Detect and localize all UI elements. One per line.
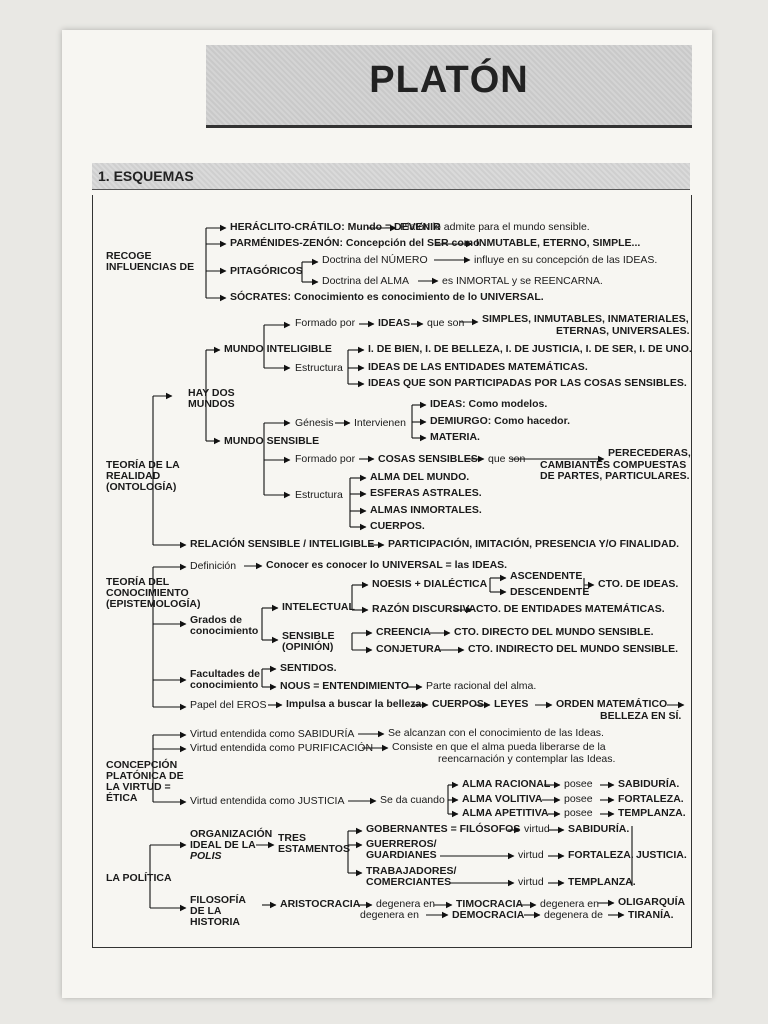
node-descendente: DESCENDENTE [510, 586, 590, 598]
node-tirania: TIRANÍA. [628, 909, 674, 921]
node-eros-belleza: Impulsa a buscar la belleza [286, 698, 422, 710]
node-relacion-result: PARTICIPACIÓN, IMITACIÓN, PRESENCIA Y/O FINALIDAD. [388, 538, 680, 550]
node-grados: Grados de conocimiento [190, 614, 259, 637]
node-genesis: Génesis [295, 417, 334, 429]
node-virtud-gob: virtud [524, 823, 550, 835]
node-tres-estamentos: TRES ESTAMENTOS [278, 832, 350, 855]
node-cosas-props-3: DE PARTES, PARTICULARES. [540, 470, 690, 482]
label-epistemologia: TEORÍA DEL CONOCIMIENTO (EPISTEMOLOGÍA) [106, 576, 201, 610]
node-purificacion-result-2: reencarnación y contemplar las Ideas. [438, 753, 616, 765]
node-nous: NOUS = ENTENDIMIENTO [280, 680, 410, 692]
node-parmenides-result: INMUTABLE, ETERNO, SIMPLE... [476, 237, 641, 249]
node-eros-belleza-en-si: BELLEZA EN SÍ. [600, 710, 682, 722]
node-virtud-sabiduria-result: Se alcanzan con el conocimiento de las Ideas. [388, 727, 604, 739]
label-ontologia: TEORÍA DE LA REALIDAD (ONTOLOGÍA) [106, 459, 180, 493]
node-alma-volitiva: ALMA VOLITIVA [462, 793, 543, 805]
node-virtud-sabiduria: Virtud entendida como SABIDURÍA [190, 728, 355, 740]
node-justicia: JUSTICIA. [636, 849, 687, 861]
node-cto-ideas: CTO. DE IDEAS. [598, 578, 679, 590]
node-organizacion: ORGANIZACIÓN IDEAL DE LA [190, 828, 273, 851]
node-degenera-en-1: degenera en [376, 898, 435, 910]
node-intelectual: INTELECTUAL [282, 601, 355, 613]
label-etica: CONCEPCIÓN PLATÓNICA DE LA VIRTUD = ÉTICA [106, 759, 184, 804]
node-pitagoricos: PITAGÓRICOS [230, 265, 303, 277]
node-trabajadores: TRABAJADORES/ COMERCIANTES [366, 865, 457, 888]
node-mundo-inteligible: MUNDO INTELIGIBLE [224, 343, 332, 355]
node-que-son-2: que son [488, 453, 526, 465]
node-creencia: CREENCIA [376, 626, 431, 638]
node-genesis-materia: MATERIA. [430, 431, 480, 443]
node-pv-2: FORTALEZA. [568, 849, 634, 861]
node-almas-inmortales: ALMAS INMORTALES. [370, 504, 482, 516]
node-razon-result: CTO. DE ENTIDADES MATEMÁTICAS. [476, 603, 665, 615]
node-mundo-sensible: MUNDO SENSIBLE [224, 435, 320, 447]
node-formado-por: Formado por [295, 317, 356, 329]
page-title: PLATÓN [369, 59, 529, 101]
node-gobernantes: GOBERNANTES = FILÓSOFOS [366, 823, 521, 835]
node-creencia-result: CTO. DIRECTO DEL MUNDO SENSIBLE. [454, 626, 654, 638]
node-se-da-cuando: Se da cuando [380, 794, 445, 806]
node-eros-orden: ORDEN MATEMÁTICO [556, 698, 668, 710]
node-sentidos: SENTIDOS. [280, 662, 337, 674]
node-alma-mundo: ALMA DEL MUNDO. [370, 471, 470, 483]
node-heraclito-result: Platón lo admite para el mundo sensible. [400, 221, 590, 233]
node-alma-racional: ALMA RACIONAL [462, 778, 551, 790]
node-ideas-props-2: ETERNAS, UNIVERSALES. [556, 325, 690, 337]
node-filosofia-historia: FILOSOFÍA DE LA HISTORIA [190, 894, 246, 928]
node-socrates: SÓCRATES: Conocimiento es conocimiento de lo UNIVERSAL. [230, 291, 544, 303]
node-alma: Doctrina del ALMA [322, 275, 409, 287]
node-definicion: Definición [190, 560, 237, 572]
node-eros-leyes: LEYES [494, 698, 529, 710]
node-degenera-en-2: degenera en [540, 898, 599, 910]
node-degenera-de: degenera de [544, 909, 603, 921]
node-formado-por-2: Formado por [295, 453, 356, 465]
node-estructura-1: I. DE BIEN, I. DE BELLEZA, I. DE JUSTICIA, I. DE SER, I. DE UNO. [368, 343, 692, 355]
node-heraclito: HERÁCLITO-CRÁTILO: Mundo = DEVENIR [230, 221, 441, 233]
node-alma-apetitiva: ALMA APETITIVA [462, 807, 549, 819]
node-intervienen: Intervienen [354, 417, 406, 429]
node-oligarquia: OLIGARQUÍA [618, 896, 686, 908]
node-virtud-purificacion: Virtud entendida como PURIFICACIÓN [190, 742, 374, 754]
node-polis: POLIS [190, 850, 222, 862]
node-virtud-trab: virtud [518, 876, 544, 888]
node-hay-dos-mundos: HAY DOS MUNDOS [188, 387, 235, 410]
node-nous-result: Parte racional del alma. [426, 680, 537, 692]
node-definicion-result: Conocer es conocer lo UNIVERSAL = las IDEAS. [266, 559, 508, 571]
node-numero: Doctrina del NÚMERO [322, 254, 428, 266]
label-influencias: RECOGE INFLUENCIAS DE [106, 250, 195, 273]
node-democracia: DEMOCRACIA [452, 909, 525, 921]
node-ideas-props-1: SIMPLES, INMUTABLES, INMATERIALES, [482, 313, 689, 325]
node-posee-1: posee [564, 778, 593, 790]
node-estructura-sensible: Estructura [295, 489, 343, 501]
node-noesis: NOESIS + DIALÉCTICA [372, 578, 488, 590]
node-que-son: que son [427, 317, 465, 329]
node-facultades: Facultades de conocimiento [190, 668, 261, 691]
node-genesis-demiurgo: DEMIURGO: Como hacedor. [430, 415, 571, 427]
node-timocracia: TIMOCRACIA [456, 898, 524, 910]
node-aristocracia: ARISTOCRACIA [280, 898, 361, 910]
label-politica: LA POLÍTICA [106, 872, 172, 884]
node-pv-3: TEMPLANZA. [568, 876, 636, 888]
node-sensible-opinion: SENSIBLE (OPINIÓN) [282, 630, 335, 653]
node-estructura-3: IDEAS QUE SON PARTICIPADAS POR LAS COSAS SENSIBLES. [368, 377, 687, 389]
node-cosas-props-1: PERECEDERAS, [608, 447, 691, 459]
node-razon: RAZÓN DISCURSIVA [372, 603, 477, 615]
node-cosas-props-2: CAMBIANTES COMPUESTAS [540, 459, 687, 471]
node-cuerpos: CUERPOS. [370, 520, 425, 532]
node-cosas-sensibles: COSAS SENSIBLES [378, 453, 478, 465]
node-eros: Papel del EROS [190, 699, 267, 711]
node-virtud-3: TEMPLANZA. [618, 807, 686, 819]
node-alma-result: es INMORTAL y se REENCARNA. [442, 275, 603, 287]
node-degenera-en-3: degenera en [360, 909, 419, 921]
node-virtud-guer: virtud [518, 849, 544, 861]
node-estructura-2: IDEAS DE LAS ENTIDADES MATEMÁTICAS. [368, 361, 588, 373]
node-estructura: Estructura [295, 362, 343, 374]
node-virtud-2: FORTALEZA. [618, 793, 684, 805]
node-conjetura-result: CTO. INDIRECTO DEL MUNDO SENSIBLE. [468, 643, 679, 655]
node-pv-1: SABIDURÍA. [568, 823, 630, 835]
node-posee-2: posee [564, 793, 593, 805]
node-ascendente: ASCENDENTE [510, 570, 583, 582]
node-posee-3: posee [564, 807, 593, 819]
node-virtud-1: SABIDURÍA. [618, 778, 680, 790]
node-relacion: RELACIÓN SENSIBLE / INTELIGIBLE [190, 538, 375, 550]
section-title: 1. ESQUEMAS [98, 168, 194, 184]
node-numero-result: influye en su concepción de las IDEAS. [474, 254, 658, 266]
node-virtud-justicia: Virtud entendida como JUSTICIA [190, 795, 345, 807]
node-esferas: ESFERAS ASTRALES. [370, 487, 482, 499]
node-genesis-ideas: IDEAS: Como modelos. [430, 398, 548, 410]
node-eros-cuerpos: CUERPOS [432, 698, 484, 710]
node-ideas: IDEAS [378, 317, 411, 329]
node-conjetura: CONJETURA [376, 643, 442, 655]
node-parmenides: PARMÉNIDES-ZENÓN: Concepción del SER como [230, 237, 480, 249]
node-guerreros: GUERREROS/ GUARDIANES [366, 838, 437, 861]
node-purificacion-result-1: Consiste en que el alma pueda liberarse de la [392, 741, 606, 753]
